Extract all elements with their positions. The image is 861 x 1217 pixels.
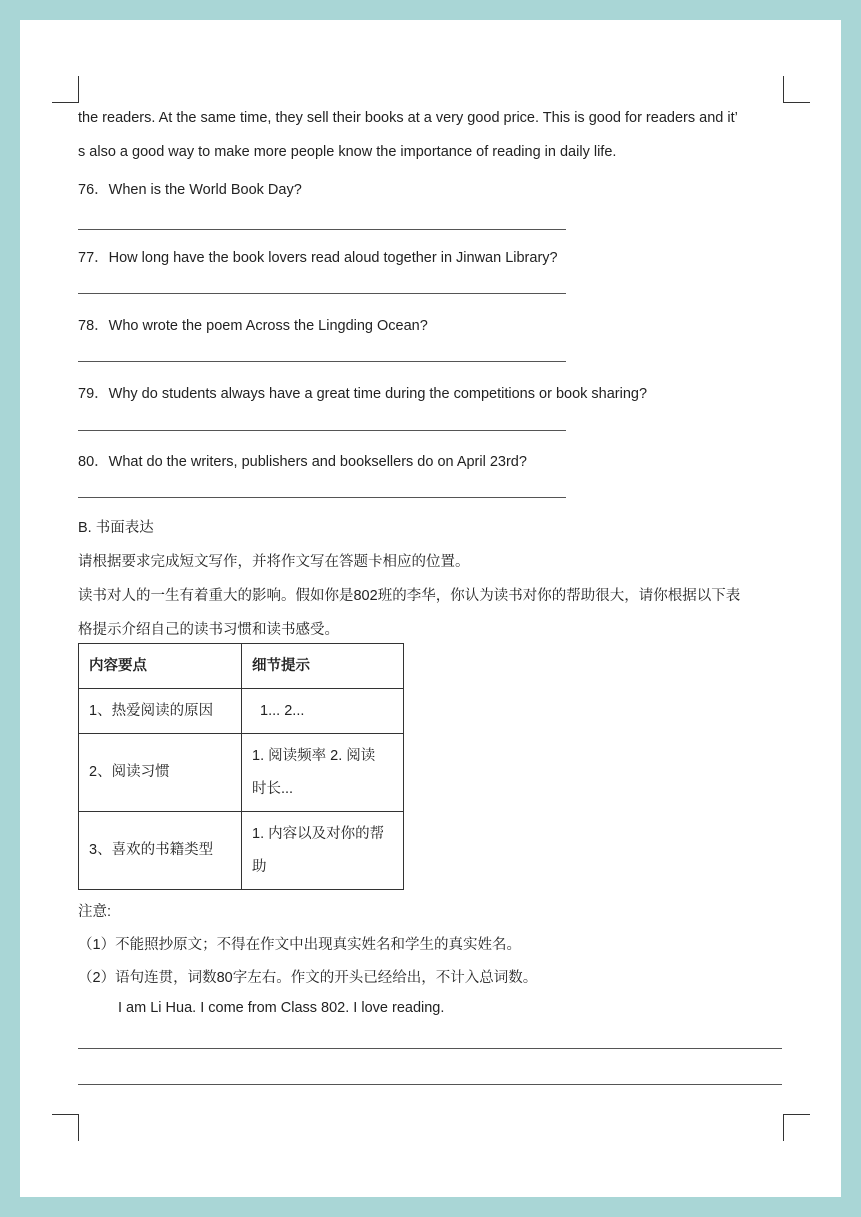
writing-instruction: 请根据要求完成短文写作，并将作文写在答题卡相应的位置。: [78, 554, 470, 570]
question-77: 77．How long have the book lovers read aloud together in Jinwan Library?: [78, 250, 558, 266]
table-cell-detail: [242, 734, 404, 812]
essay-opening: I am Li Hua. I come from Class 802. I love reading.: [118, 1000, 445, 1016]
section-title: B. 书面表达: [78, 520, 154, 536]
notes-title: 注意:: [78, 904, 112, 920]
detail-text-line-2: 时长...: [252, 780, 294, 797]
writing-line-2[interactable]: [78, 1084, 782, 1085]
table-cell-point: 3、喜欢的书籍类型: [79, 812, 242, 890]
hint-table: [78, 643, 404, 890]
answer-line-80[interactable]: [78, 497, 566, 498]
detail-text-line-1: 1. 阅读频率 2. 阅读: [252, 747, 376, 764]
detail-text: 1... 2...: [252, 702, 305, 719]
answer-line-76[interactable]: [78, 229, 566, 230]
note-1: （1）不能照抄原文；不得在作文中出现真实姓名和学生的真实姓名。: [78, 937, 522, 953]
document-page: [20, 20, 841, 1197]
table-header-point: 内容要点: [79, 644, 242, 689]
writing-prompt-line-2: 格提示介绍自己的读书习惯和读书感受。: [78, 622, 339, 638]
table-header-row: [79, 644, 404, 689]
answer-line-79[interactable]: [78, 430, 566, 431]
answer-line-78[interactable]: [78, 361, 566, 362]
table-row: [79, 734, 404, 812]
question-76: 76．When is the World Book Day?: [78, 182, 302, 198]
crop-mark-bottom-right: [783, 1114, 810, 1141]
detail-text-line-2: 助: [252, 858, 267, 875]
table-cell-detail: [242, 689, 404, 734]
writing-prompt-line-1: 读书对人的一生有着重大的影响。假如你是802班的李华，你认为读书对你的帮助很大，请你根据以下表: [78, 588, 741, 604]
table-row: [79, 812, 404, 890]
detail-text-line-1: 1. 内容以及对你的帮: [252, 825, 385, 842]
passage-line-2: s also a good way to make more people know the importance of reading in daily life.: [78, 144, 617, 160]
table-row: [79, 689, 404, 734]
note-2: （2）语句连贯，词数80字左右。作文的开头已经给出，不计入总词数。: [78, 970, 538, 986]
answer-line-77[interactable]: [78, 293, 566, 294]
question-78: 78．Who wrote the poem Across the Lingding Ocean?: [78, 318, 428, 334]
question-79: 79．Why do students always have a great time during the competitions or book sharing?: [78, 386, 648, 402]
table-header-detail: 细节提示: [242, 644, 404, 689]
crop-mark-top-right: [783, 76, 810, 103]
crop-mark-bottom-left: [52, 1114, 79, 1141]
passage-line-1: the readers. At the same time, they sell their books at a very good price. This is good for readers and it’: [78, 110, 738, 126]
writing-line-1[interactable]: [78, 1048, 782, 1049]
question-80: 80．What do the writers, publishers and booksellers do on April 23rd?: [78, 454, 527, 470]
table-cell-detail: [242, 812, 404, 890]
table-cell-point: 1、热爱阅读的原因: [79, 689, 242, 734]
table-cell-point: 2、阅读习惯: [79, 734, 242, 812]
crop-mark-top-left: [52, 76, 79, 103]
